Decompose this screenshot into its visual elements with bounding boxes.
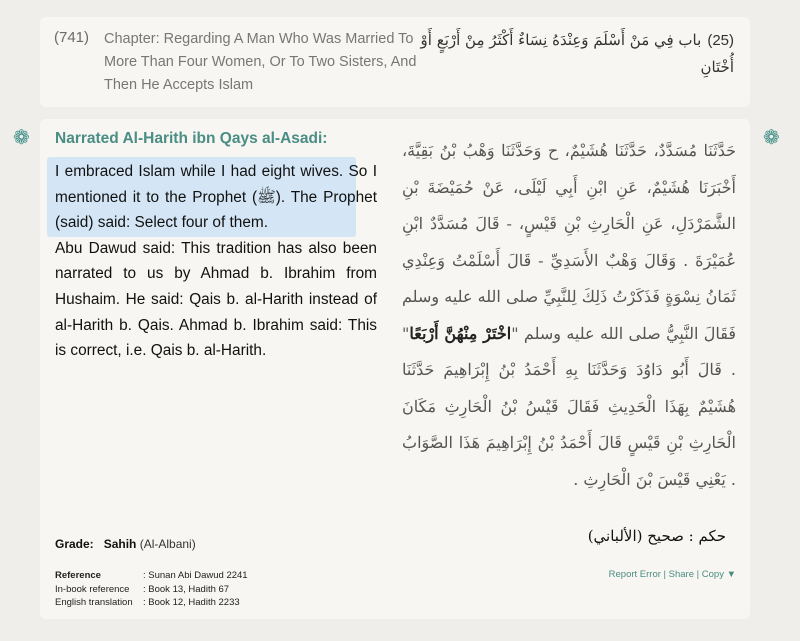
hadith-english-rest: Abu Dawud said: This tradition has also been narrated to us by Ahmad b. Ibrahim from Hushaim. He said: Qais b. al-Harith instead of al-Harith b. Qais. Ahmad b. Ibrahim said: This is correct, i.e. Qais b. al-Harith. bbox=[55, 239, 377, 360]
chapter-title-arabic: باب فِي مَنْ أَسْلَمَ وَعِنْدَهُ نِسَاءٌ أَكْثَرُ مِنْ أَرْبَعٍ أَوْ أُخْتَانِ bbox=[420, 31, 734, 76]
grade bbox=[55, 537, 196, 551]
hadith-card bbox=[40, 119, 750, 619]
reference-label: Reference bbox=[55, 570, 101, 581]
grade-source: (Al-Albani) bbox=[139, 537, 196, 551]
chapter-number: (741) bbox=[54, 29, 90, 46]
flower-ornament-icon: ❁ bbox=[13, 125, 30, 149]
reference-row bbox=[55, 569, 248, 583]
report-error-link[interactable]: Report Error bbox=[608, 569, 661, 580]
hadith-arabic-text bbox=[402, 133, 736, 498]
share-link[interactable]: Share bbox=[668, 569, 695, 580]
reference-value: : Sunan Abi Dawud 2241 bbox=[143, 570, 248, 581]
copy-dropdown[interactable]: Copy ▼ bbox=[701, 569, 736, 580]
chapter-title-english: Chapter: Regarding A Man Who Was Married To More Than Four Women, Or To Two Sisters, And Then He Accepts Islam bbox=[104, 31, 417, 93]
reference-row bbox=[55, 596, 248, 610]
arabic-text-part2: " . قَالَ أَبُو دَاوُدَ وَحَدَّثَنَا بِهِ أَحْمَدُ بْنُ إِبْرَاهِيمَ حَدَّثَنَا هُشَيْمٌ بِهَذَا الْحَدِيثِ فَقَالَ قَيْسُ بْنُ الْحَارِثِ مَكَانَ الْحَارِثِ بْنِ قَيْسٍ قَالَ أَحْمَدُ بْنُ إِبْرَاهِيمَ هَذَا الصَّوَابُ . يَعْنِي قَيْسَ بْنَ الْحَارِثِ . bbox=[402, 323, 736, 489]
reference-row bbox=[55, 583, 248, 597]
reference-value: : Book 13, Hadith 67 bbox=[143, 583, 230, 595]
chapter-title-arabic-block bbox=[402, 27, 734, 80]
grade-label: Grade: bbox=[55, 537, 94, 551]
grade-value: Sahih bbox=[103, 537, 137, 551]
chapter-header bbox=[40, 17, 750, 107]
hadith-english-highlighted: I embraced Islam while I had eight wives. So I mentioned it to the Prophet (ﷺ). The Prophet (said) said: Select four of them. bbox=[55, 163, 377, 232]
arabic-text-bold: اخْتَرْ مِنْهُنَّ أَرْبَعًا bbox=[409, 323, 512, 343]
arabic-text-part1: حَدَّثَنَا مُسَدَّدٌ، حَدَّثَنَا هُشَيْمٌ، ح وَحَدَّثَنَا وَهْبُ بْنُ بَقِيَّةَ، أَخْبَرَنَا هُشَيْمٌ، عَنِ ابْنِ أَبِي لَيْلَى، عَنْ حُمَيْضَةَ بْنِ الشَّمَرْدَلِ، عَنِ الْحَارِثِ بْنِ قَيْسٍ، - قَالَ مُسَدَّدٌ ابْنِ عُمَيْرَةَ . وَقَالَ وَهْبٌ الأَسَدِيِّ - قَالَ أَسْلَمْتُ وَعِنْدِي ثَمَانُ نِسْوَةٍ فَذَكَرْتُ ذَلِكَ لِلنَّبِيِّ صلى الله عليه وسلم فَقَالَ النَّبِيُّ صلى الله عليه وسلم " bbox=[402, 141, 736, 343]
reference-label: In-book reference bbox=[55, 583, 130, 595]
grade-arabic: حكم : صحيح (الألباني) bbox=[587, 527, 726, 545]
hadith-actions bbox=[609, 569, 736, 580]
hadith-english-text bbox=[55, 159, 377, 364]
narrator: Narrated Al-Harith ibn Qays al-Asadi: bbox=[55, 130, 328, 147]
flower-ornament-icon: ❁ bbox=[763, 125, 780, 149]
action-separator: | bbox=[660, 569, 669, 580]
action-separator: | bbox=[694, 569, 702, 580]
chapter-number-arabic: (25) bbox=[707, 32, 734, 49]
references bbox=[55, 569, 248, 610]
reference-value: : Book 12, Hadith 2233 bbox=[143, 597, 240, 608]
reference-label: English translation bbox=[55, 597, 133, 608]
